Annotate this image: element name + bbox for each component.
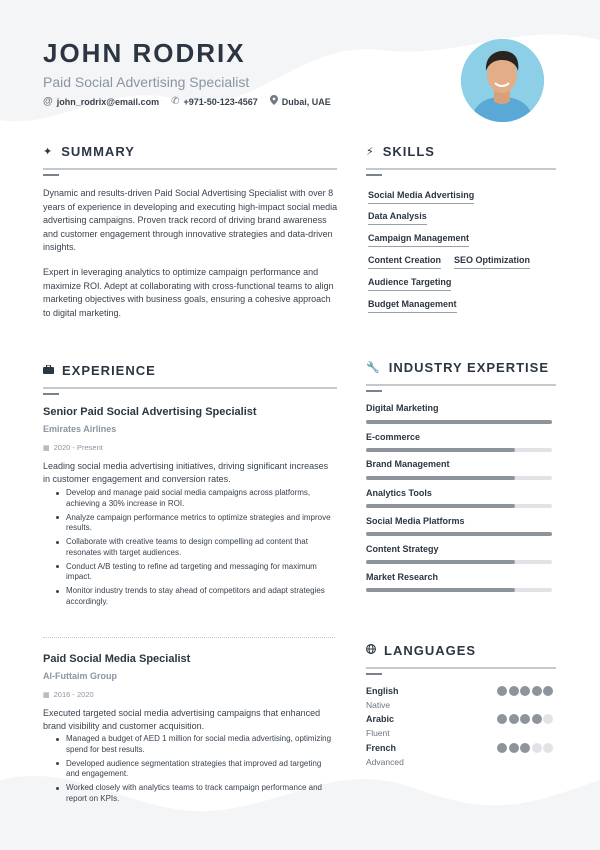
at-icon: @ bbox=[43, 96, 53, 107]
expertise-heading-text: INDUSTRY EXPERTISE bbox=[388, 360, 550, 375]
rating-dot-filled bbox=[497, 686, 507, 696]
language-name: French bbox=[366, 743, 397, 753]
list-item: Developed audience segmentation strategies that improved ad targeting and engagement. bbox=[55, 759, 335, 780]
rating-dot-filled bbox=[509, 714, 519, 724]
expertise-bar-fill bbox=[366, 476, 515, 480]
list-item: Monitor industry trends to stay ahead of competitors and adapt strategies accordingly. bbox=[55, 586, 335, 607]
expertise-label: Market Research bbox=[366, 572, 439, 582]
candidate-title: Paid Social Advertising Specialist bbox=[43, 74, 250, 90]
list-item: Analyze campaign performance metrics to optimize strategies and improve results. bbox=[55, 513, 335, 534]
expertise-bar bbox=[366, 588, 552, 592]
expertise-label: Brand Management bbox=[366, 459, 450, 469]
rating-dot-empty bbox=[532, 743, 542, 753]
rating-dot-filled bbox=[509, 686, 519, 696]
languages-rule bbox=[366, 667, 556, 669]
languages-heading-text: LANGUAGES bbox=[384, 643, 477, 658]
language-rating bbox=[497, 743, 555, 753]
phone-icon: ✆ bbox=[171, 96, 180, 107]
expertise-bar bbox=[366, 420, 552, 424]
expertise-bar bbox=[366, 560, 552, 564]
expertise-bar-fill bbox=[366, 504, 515, 508]
expertise-label: Analytics Tools bbox=[366, 488, 432, 498]
summary-paragraph-2: Expert in leveraging analytics to optimize campaign performance and maximize ROI. Adept at collaborating with cross-functional teams to align marketing objectives with business goals, ensuring a cohesive approach to digital marketing. bbox=[43, 267, 334, 318]
language-name: Arabic bbox=[366, 714, 395, 724]
rating-dot-filled bbox=[497, 714, 507, 724]
skills-heading bbox=[366, 144, 435, 159]
skills-heading-text: SKILLS bbox=[382, 144, 435, 159]
experience-heading-text: EXPERIENCE bbox=[62, 363, 156, 378]
summary-paragraph-1: Dynamic and results-driven Paid Social Advertising Specialist with over 8 years of experience in developing and executing high-impact social media advertising campaigns. Proven track record of driving brand awareness and customer engagement through innovative strategies and data-driven insights. bbox=[43, 188, 338, 252]
skill-tag: Content Creation bbox=[368, 255, 441, 269]
skill-tag: Social Media Advertising bbox=[368, 190, 474, 204]
pin-icon bbox=[270, 95, 278, 108]
skill-tag: SEO Optimization bbox=[454, 255, 530, 269]
rating-dot-empty bbox=[543, 714, 553, 724]
languages-rule-accent bbox=[366, 673, 382, 675]
job-dates bbox=[43, 690, 94, 699]
experience-heading bbox=[43, 363, 156, 378]
skill-tag: Campaign Management bbox=[368, 233, 469, 247]
list-item: Managed a budget of AED 1 million for social media advertising, optimizing spend for best results. bbox=[55, 734, 335, 755]
skills-rule bbox=[366, 168, 556, 170]
list-item: Develop and manage paid social media campaigns across platforms, achieving a 30% increase in ROI. bbox=[55, 488, 335, 509]
rating-dot-filled bbox=[497, 743, 507, 753]
expertise-label: E-commerce bbox=[366, 432, 421, 442]
job-description: Leading social media advertising initiatives, driving significant increases in customer engagement and conversion rates. bbox=[43, 461, 329, 484]
rating-dot-filled bbox=[532, 714, 542, 724]
rating-dot-filled bbox=[509, 743, 519, 753]
list-item: Conduct A/B testing to refine ad targeting and messaging for maximum impact. bbox=[55, 562, 335, 583]
location-text: Dubai, UAE bbox=[281, 96, 331, 107]
job-title: Senior Paid Social Advertising Specialist bbox=[43, 406, 257, 418]
expertise-rule bbox=[366, 384, 556, 386]
rating-dot-filled bbox=[532, 686, 542, 696]
calendar-icon: ▦ bbox=[43, 691, 50, 699]
rating-dot-empty bbox=[543, 743, 553, 753]
candidate-name: JOHN RODRIX bbox=[43, 38, 246, 68]
language-name: English bbox=[366, 686, 399, 696]
rating-dot-filled bbox=[520, 743, 530, 753]
rating-dot-filled bbox=[543, 686, 553, 696]
job-dates-text: 2016 - 2020 bbox=[53, 690, 94, 699]
contact-email[interactable] bbox=[43, 96, 159, 107]
phone-text: +971-50-123-4567 bbox=[183, 96, 258, 107]
globe-icon bbox=[366, 644, 376, 657]
job-dates bbox=[43, 443, 103, 452]
summary-rule-accent bbox=[43, 174, 59, 176]
expertise-label: Content Strategy bbox=[366, 544, 439, 554]
expertise-label: Digital Marketing bbox=[366, 403, 439, 413]
expertise-label: Social Media Platforms bbox=[366, 516, 465, 526]
summary-heading-text: SUMMARY bbox=[61, 144, 135, 159]
expertise-bar bbox=[366, 532, 552, 536]
expertise-bar-fill bbox=[366, 560, 515, 564]
job-dates-text: 2020 - Present bbox=[53, 443, 103, 452]
expertise-heading bbox=[366, 360, 549, 375]
profile-photo bbox=[461, 39, 544, 122]
expertise-rule-accent bbox=[366, 390, 382, 392]
bolt-icon: ⚡ bbox=[366, 146, 375, 158]
expertise-bar-fill bbox=[366, 588, 515, 592]
avatar bbox=[461, 39, 544, 122]
skills-rule-accent bbox=[366, 174, 382, 176]
list-item: Worked closely with analytics teams to track campaign performance and report on KPIs. bbox=[55, 783, 335, 804]
expertise-bar bbox=[366, 476, 552, 480]
list-item: Collaborate with creative teams to design compelling ad content that resonates with target audiences. bbox=[55, 537, 335, 558]
expertise-bar-fill bbox=[366, 420, 552, 424]
language-level: Advanced bbox=[366, 757, 404, 767]
job-bullets bbox=[55, 734, 335, 808]
experience-rule-accent bbox=[43, 393, 59, 395]
expertise-bar bbox=[366, 448, 552, 452]
rating-dot-filled bbox=[520, 686, 530, 696]
briefcase-icon bbox=[43, 365, 54, 377]
job-title: Paid Social Media Specialist bbox=[43, 653, 191, 665]
expertise-bar-fill bbox=[366, 532, 552, 536]
sparkle-icon: ✦ bbox=[43, 146, 54, 158]
email-text: john_rodrix@email.com bbox=[56, 96, 160, 107]
wrench-icon: 🔧 bbox=[366, 362, 381, 374]
skill-tag: Data Analysis bbox=[368, 211, 427, 225]
rating-dot-filled bbox=[520, 714, 530, 724]
job-description: Executed targeted social media advertising campaigns that enhanced brand visibility and customer acquisition. bbox=[43, 708, 321, 731]
experience-rule bbox=[43, 387, 337, 389]
language-rating bbox=[497, 714, 555, 724]
job-company: Emirates Airlines bbox=[43, 424, 117, 434]
language-rating bbox=[497, 686, 555, 696]
skill-tag: Budget Management bbox=[368, 299, 457, 313]
job-separator bbox=[43, 637, 335, 638]
expertise-bar bbox=[366, 504, 552, 508]
summary-heading bbox=[43, 144, 135, 159]
summary-rule bbox=[43, 168, 337, 170]
language-level: Native bbox=[366, 700, 391, 710]
expertise-bar-fill bbox=[366, 448, 515, 452]
contact-phone[interactable] bbox=[171, 96, 258, 107]
contact-location bbox=[270, 95, 331, 108]
calendar-icon: ▦ bbox=[43, 444, 50, 452]
languages-heading bbox=[366, 643, 476, 658]
contact-row bbox=[43, 95, 343, 108]
skill-tag: Audience Targeting bbox=[368, 277, 451, 291]
job-bullets bbox=[55, 488, 335, 611]
job-company: Al-Futtaim Group bbox=[43, 671, 117, 681]
language-level: Fluent bbox=[366, 728, 390, 738]
